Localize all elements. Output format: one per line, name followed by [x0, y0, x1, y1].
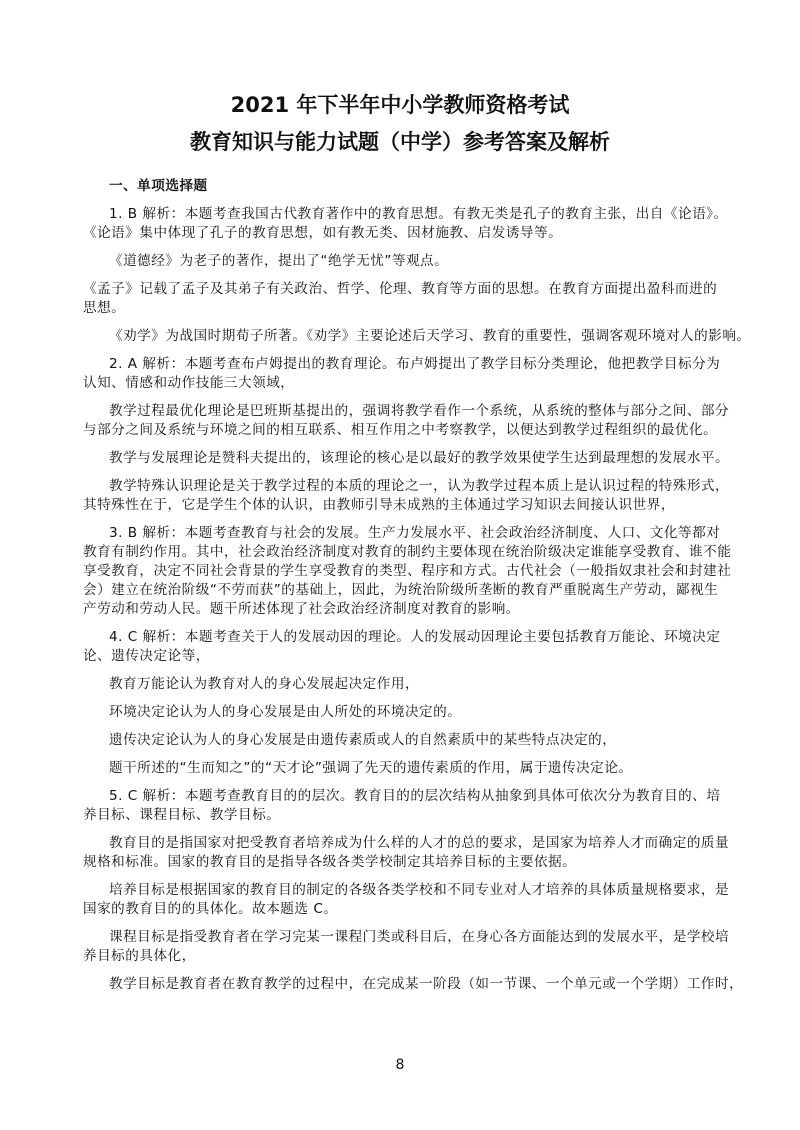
text-line: 《道德经》为老子的著作，提出了“绝学无忧”等观点。 — [109, 253, 449, 269]
text-line: 《孟子》记载了孟子及其弟子有关政治、哲学、伦理、教育等方面的思想。在教育方面提出盈科而进的 — [83, 281, 718, 297]
text-line: 思想。 — [83, 300, 126, 316]
text-line: 教学特殊认识理论是关于教学过程的本质的理论之一，认为教学过程本质上是认识过程的特殊形式， — [109, 478, 730, 494]
text-line: 认知、情感和动作技能三大领域， — [83, 375, 295, 391]
text-line: 养目标的具体化， — [83, 948, 196, 964]
text-line: 5. C 解析：本题考查教育目的的层次。教育目的的层次结构从抽象到具体可依次分为教育目的、培 — [109, 788, 721, 804]
text-line: 享受教育，决定不同社会背景的学生享受教育的类型、程序和方式。古代社会（一般指奴隶社会和封建社 — [83, 563, 732, 579]
text-line: 论、遗传决定论等， — [83, 648, 210, 664]
text-line: 遗传决定论认为人的身心发展是由遗传素质或人的自然素质中的某些特点决定的， — [109, 732, 617, 748]
document-title-line-2: 教育知识与能力试题（中学）参考答案及解析 — [190, 130, 610, 154]
text-line: 《劝学》为战国时期荀子所著。《劝学》主要论述后天学习、教育的重要性，强调客观环境对人的影响。 — [109, 328, 751, 344]
text-line: 课程目标是指受教育者在学习完某一课程门类或科目后，在身心各方面能达到的发展水平，是学校培 — [109, 929, 730, 945]
text-line: 题干所述的“生而知之”的“天才论”强调了先天的遗传素质的作用，属于遗传决定论。 — [109, 760, 633, 776]
text-line: 会）建立在统治阶级“不劳而获”的基础上，因此，为统治阶级所垄断的教育严重脱离生产劳动，鄙视生 — [83, 582, 719, 598]
text-line: 环境决定论认为人的身心发展是由人所处的环境决定的。 — [109, 704, 462, 720]
text-line: 教学过程最优化理论是巴班斯基提出的，强调将教学看作一个系统，从系统的整体与部分之间、部分 — [109, 403, 730, 419]
text-line: 4. C 解析：本题考查关于人的发展动因的理论。人的发展动因理论主要包括教育万能论、环境决定 — [109, 629, 721, 645]
text-line: 1. B 解析：本题考查我国古代教育著作中的教育思想。有教无类是孔子的教育主张，出自《论语》。 — [109, 206, 728, 222]
document-title-line-1: 2021 年下半年中小学教师资格考试 — [230, 93, 570, 117]
document-body — [83, 177, 751, 994]
text-line: 《论语》集中体现了孔子的教育思想，如有教无类、因材施教、启发诱导等。 — [83, 225, 563, 241]
text-line: 教育万能论认为教育对人的身心发展起决定作用， — [109, 676, 420, 692]
text-line: 教育有制约作用。其中，社会政治经济制度对教育的制约主要体现在统治阶级决定谁能享受教育、谁不能 — [83, 544, 732, 560]
section-heading: 一、单项选择题 — [109, 178, 208, 194]
text-line: 规格和标准。国家的教育目的是指导各级各类学校制定其培养目标的主要依据。 — [83, 854, 577, 870]
text-line: 其特殊性在于，它是学生个体的认识，由教师引导未成熟的主体通过学习知识去间接认识世界， — [83, 497, 675, 513]
text-line: 教育目的是指国家对把受教育者培养成为什么样的人才的总的要求，是国家为培养人才而确定的质量 — [109, 835, 730, 851]
text-line: 教学与发展理论是赞科夫提出的，该理论的核心是以最好的教学效果使学生达到最理想的发展水平。 — [109, 450, 730, 466]
page-number: 8 — [395, 1057, 405, 1073]
text-line: 教学目标是教育者在教育教学的过程中，在完成某一阶段（如一节课、一个单元或一个学期）工作时， — [109, 976, 744, 992]
text-line: 产劳动和劳动人民。题干所述体现了社会政治经济制度对教育的影响。 — [83, 601, 520, 617]
text-line: 3. B 解析：本题考查教育与社会的发展。生产力发展水平、社会政治经济制度、人口、文化等都对 — [109, 525, 721, 541]
text-line: 国家的教育目的的具体化。故本题选 C。 — [83, 901, 338, 917]
text-line: 培养目标是根据国家的教育目的制定的各级各类学校和不同专业对人才培养的具体质量规格要求，是 — [109, 882, 730, 898]
text-line: 养目标、课程目标、教学目标。 — [83, 807, 281, 823]
text-line: 与部分之间及系统与环境之间的相互联系、相互作用之中考察教学，以便达到教学过程组织的最优化。 — [83, 422, 718, 438]
text-line: 2. A 解析：本题考查布卢姆提出的教育理论。布卢姆提出了教学目标分类理论，他把教学目标分为 — [109, 356, 721, 372]
